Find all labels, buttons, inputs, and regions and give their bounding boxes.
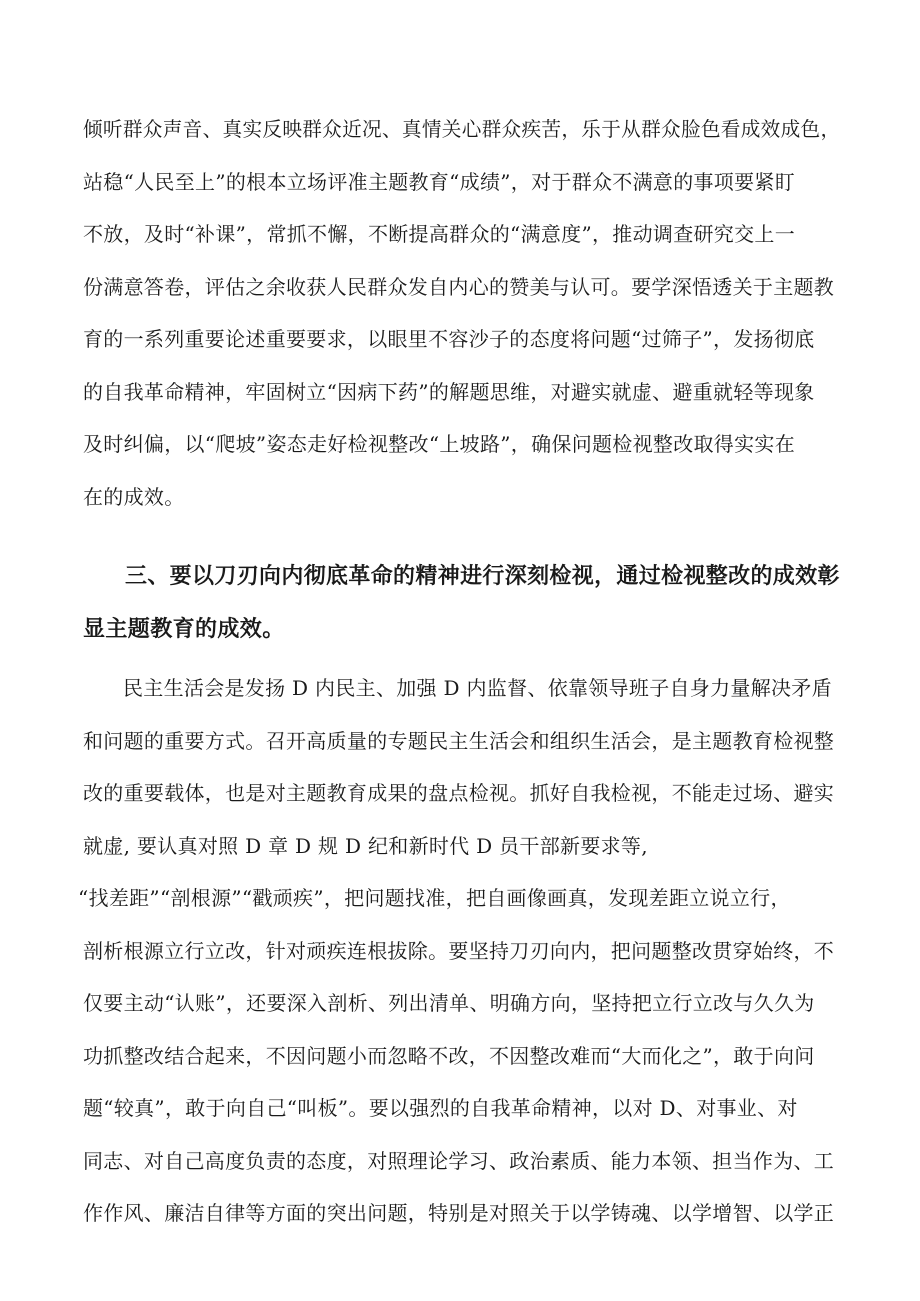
paragraph-line: 站稳“人民至上”的根本立场评准主题教育“成绩”，对于群众不满意的事项要紧盯: [83, 170, 795, 194]
heading-line: 三、要以刀刃向内彻底革命的精神进行深刻检视，通过检视整改的成效彰: [125, 564, 840, 589]
paragraph-line: 倾听群众声音、真实反映群众近况、真情关心群众疾苦，乐于从群众脸色看成效成色，: [83, 117, 841, 141]
paragraph-line: 和问题的重要方式。召开高质量的专题民主生活会和组织生活会，是主题教育检视整: [83, 729, 835, 753]
paragraph-line: 功抓整改结合起来，不因问题小而忽略不改，不因整改难而“大而化之”，敢于向问: [83, 1044, 815, 1068]
paragraph-line: 仅要主动“认账”，还要深入剖析、列出清单、明确方向，坚持把立行立改与久久为: [83, 991, 815, 1015]
heading-line: 显主题教育的成效。: [83, 617, 285, 642]
paragraph-line: 就虚, 要认真对照 D 章 D 规 D 纪和新时代 D 员干部新要求等,: [83, 834, 648, 858]
paragraph-line: “找差距”“剖根源”“戳顽疾”，把问题找准，把自画像画真，发现差距立说立行，: [78, 886, 791, 910]
paragraph-line: 题“较真”，敢于向自己“叫板”。要以强烈的自我革命精神，以对 D、对事业、对: [83, 1096, 798, 1120]
paragraph-line: 及时纠偏，以“爬坡”姿态走好检视整改“上坡路”，确保问题检视整改取得实实在: [83, 432, 795, 456]
paragraph-line: 同志、对自己高度负责的态度，对照理论学习、政治素质、能力本领、担当作为、工: [83, 1149, 835, 1173]
paragraph-line: 作作风、廉洁自律等方面的突出问题，特别是对照关于以学铸魂、以学增智、以学正: [83, 1201, 835, 1225]
paragraph-line: 份满意答卷，评估之余收获人民群众发自内心的赞美与认可。要学深悟透关于主题教: [83, 275, 835, 299]
paragraph-line: 不放，及时“补课”，常抓不懈，不断提高群众的“满意度”，推动调查研究交上一: [83, 222, 795, 246]
paragraph-line: 剖析根源立行立改，针对顽疾连根拔除。要坚持刀刃向内，把问题整改贯穿始终，不: [83, 939, 835, 963]
paragraph-line: 民主生活会是发扬 D 内民主、加强 D 内监督、依靠领导班子自身力量解决矛盾: [123, 676, 832, 700]
paragraph-line: 育的一系列重要论述重要要求，以眼里不容沙子的态度将问题“过筛子”，发扬彻底: [83, 327, 815, 351]
paragraph-line: 改的重要载体，也是对主题教育成果的盘点检视。抓好自我检视，不能走过场、避实: [83, 781, 835, 805]
paragraph-line: 在的成效。: [83, 485, 185, 509]
paragraph-line: 的自我革命精神，牢固树立“因病下药”的解题思维，对避实就虚、避重就轻等现象: [83, 380, 815, 404]
